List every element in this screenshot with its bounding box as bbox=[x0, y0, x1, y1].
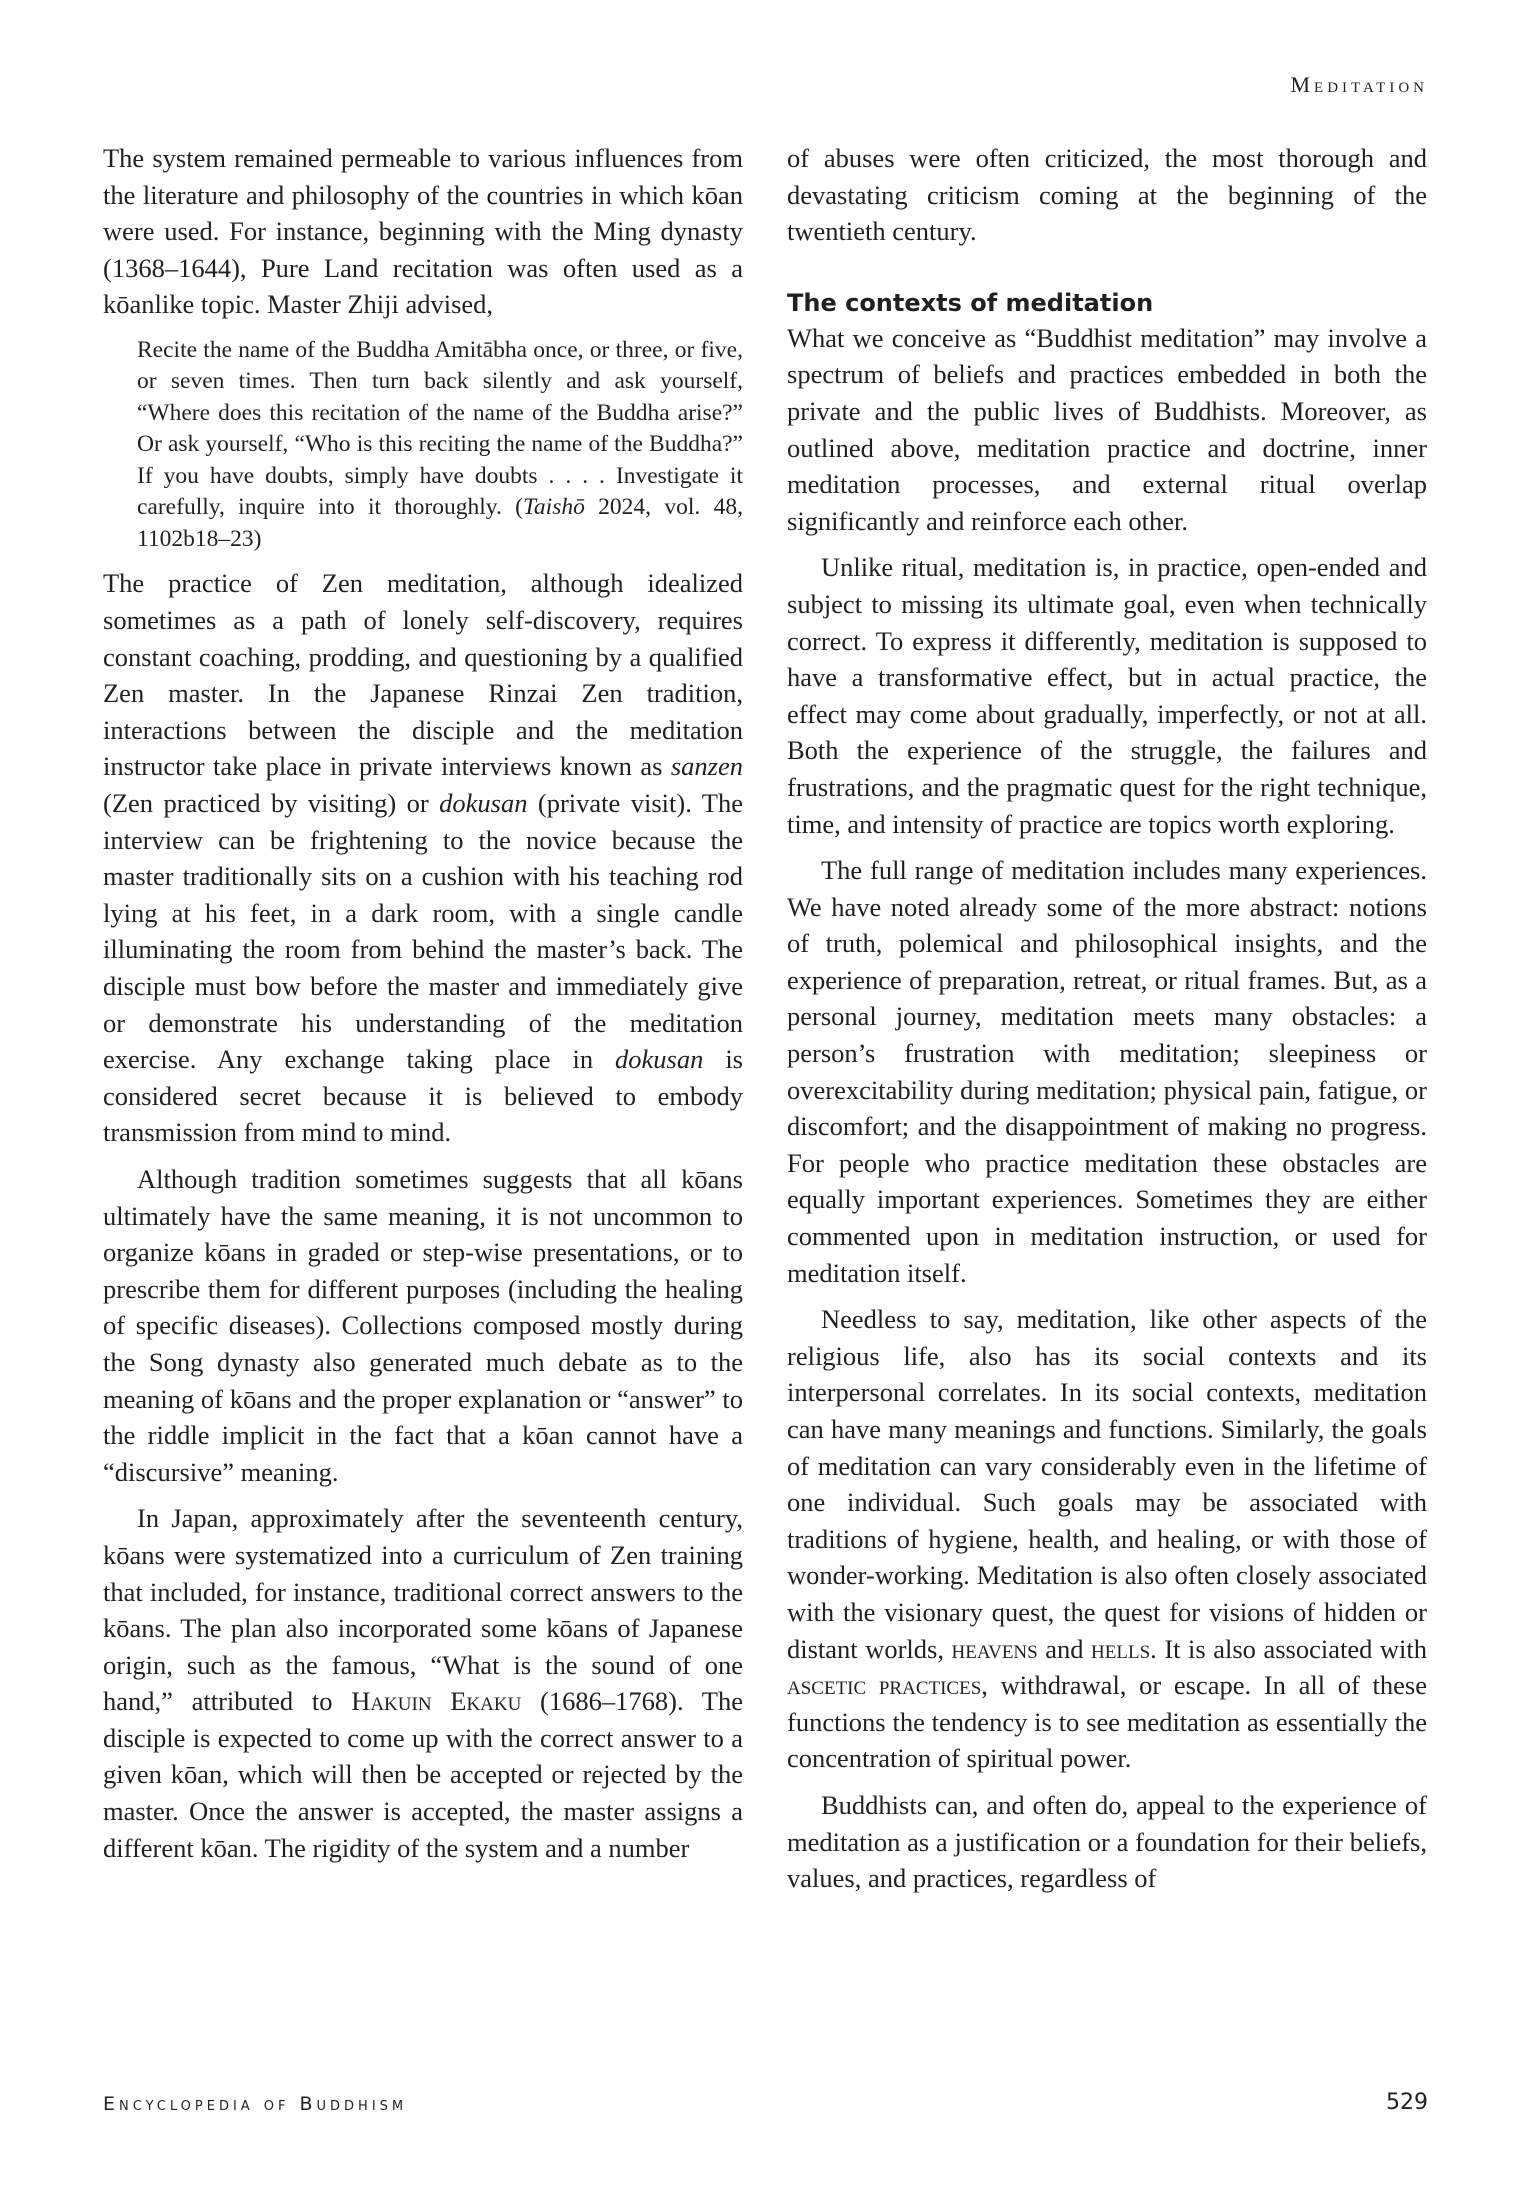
paragraph: The full range of meditation includes many experiences. We have noted already some of the more abstract: notions of truth, polemical and philosophical insights, and the experience of preparation, retreat, or ritual frames. But, as a personal journey, meditation meets many obstacles: a person’s frustration with meditation; sleepiness or overexcitability during meditation; physical pain, fatigue, or discomfort; and the disappointment of making no progress. For people who practice meditation these obstacles are equally important experiences. Sometimes they are either commented upon in meditation instruction, or used for meditation itself. bbox=[787, 855, 1427, 1288]
text-run: Needless to say, meditation, like other aspects of the religious life, also has its social contexts and its interpersonal correlates. In its social contexts, meditation can have many meanings and functions. Similarly, the goals of meditation can vary considerably even in the lifetime of one individual. Such goals may be associated with traditions of hygiene, health, and healing, or with those of wonder-working. Meditation is also often closely associated with the visionary quest, the quest for visions of hidden or distant worlds, bbox=[787, 1304, 1427, 1664]
term-dokusan: dokusan bbox=[615, 1044, 704, 1075]
paragraph: The system remained permeable to various influences from the literature and philosophy of the countries in which kōan were used. For instance, beginning with the Ming dynasty (1368–1644), Pure Land recitation was often used as a kōanlike topic. Master Zhiji advised, bbox=[103, 143, 743, 320]
term-dokusan: dokusan bbox=[439, 788, 528, 819]
section-heading: The contexts of meditation bbox=[787, 288, 1154, 317]
text-run: is considered secret because it is believed to embody transmission from mind to mind. bbox=[103, 1044, 743, 1148]
right-column bbox=[787, 140, 1427, 1897]
paragraph: What we conceive as “Buddhist meditation” may involve a spectrum of beliefs and practices embedded in both the private and the public lives of Buddhists. Moreover, as outlined above, meditation practice and doctrine, inner meditation processes, and external ritual overlap significantly and reinforce each other. bbox=[787, 322, 1427, 536]
paragraph bbox=[787, 1301, 1427, 1777]
quote-text: Recite the name of the Buddha Amitābha once, or three, or five, or seven times. Then turn back silently and ask yourself, “Where does this recitation of the name of the Buddha arise?” Or ask yourself, “Who is this reciting the name of the Buddha?” If you have doubts, simply have doubts . . . . Investigate it carefully, inquire into it thoroughly. ( bbox=[137, 336, 743, 521]
cross-reference-hells[interactable]: hells bbox=[1091, 1633, 1151, 1664]
citation-reference: 2024, vol. 48, 1102b18–23) bbox=[137, 494, 743, 552]
citation-title: Taishō bbox=[523, 494, 585, 521]
paragraph: Unlike ritual, meditation is, in practice, open-ended and subject to missing its ultimate goal, even when technically correct. To express it differently, meditation is supposed to have a transformative effect, but in actual practice, the effect may come about gradually, imperfectly, or not at all. Both the experience of the struggle, the failures and frustrations, and the pragmatic quest for the right technique, time, and intensity of practice are topics worth exploring. bbox=[787, 552, 1427, 839]
paragraph: Although tradition sometimes suggests that all kōans ultimately have the same meaning, it is not uncommon to organize kōans in graded or step-wise presentations, or to prescribe them for different purposes (including the healing of specific diseases). Collections composed mostly during the Song dynasty also generated much debate as to the meaning of kōans and the proper explanation or “answer” to the riddle implicit in the fact that a kōan cannot have a “discursive” meaning. bbox=[103, 1163, 743, 1487]
term-sanzen: sanzen bbox=[670, 751, 743, 782]
paragraph: of abuses were often criticized, the most thorough and devastating criticism coming at the beginning of the twentieth century. bbox=[787, 143, 1427, 247]
text-run: In Japan, approximately after the seventeenth century, kōans were systematized into a curriculum of Zen training that included, for instance, traditional correct answers to the kōans. The plan also incorporated some kōans of Japanese origin, such as the famous, “What is the sound of one hand,” attributed to bbox=[103, 1503, 743, 1717]
cross-reference-hakuin-ekaku[interactable]: Hakuin Ekaku bbox=[351, 1686, 522, 1717]
paragraph bbox=[103, 1500, 743, 1866]
paragraph: Buddhists can, and often do, appeal to the experience of meditation as a justification or a foundation for their beliefs, values, and practices, regardless of bbox=[787, 1789, 1427, 1894]
cross-reference-ascetic-practices[interactable]: ascetic practices bbox=[787, 1670, 982, 1701]
text-run: and bbox=[1037, 1633, 1092, 1664]
footer-book-title: Encyclopedia of Buddhism bbox=[103, 2093, 408, 2115]
text-run: , withdrawal, or escape. In all of these functions the tendency is to see meditation as essentially the concentration of spiritual power. bbox=[787, 1670, 1427, 1774]
text-run: (private visit). The interview can be frightening to the novice because the master traditionally sits on a cushion with his teaching rod lying at his feet, in a dark room, with a single candle illuminating the room from behind the master’s back. The disciple must bow before the master and immediately give or demonstrate his understanding of the meditation exercise. Any exchange taking place in bbox=[103, 788, 743, 1075]
cross-reference-heavens[interactable]: heavens bbox=[951, 1633, 1038, 1664]
text-run: The practice of Zen meditation, although idealized sometimes as a path of lonely self-discovery, requires constant coaching, prodding, and questioning by a qualified Zen master. In the Japanese Rinzai Zen tradition, interactions between the disciple and the meditation instructor take place in private interviews known as bbox=[103, 568, 743, 782]
running-head: Meditation bbox=[1290, 72, 1428, 97]
text-run: . It is also associated with bbox=[1150, 1633, 1427, 1664]
text-run: (1686–1768). The disciple is expected to come up with the correct answer to a given kōan, which will then be accepted or rejected by the master. Once the answer is accepted, the master assigns a different kōan. The rigidity of the system and a number bbox=[103, 1686, 744, 1863]
block-quote bbox=[137, 335, 743, 556]
paragraph bbox=[103, 565, 743, 1151]
page-number: 529 bbox=[1386, 2090, 1428, 2115]
text-run: (Zen practiced by visiting) or bbox=[103, 788, 440, 819]
left-column bbox=[103, 140, 743, 1866]
